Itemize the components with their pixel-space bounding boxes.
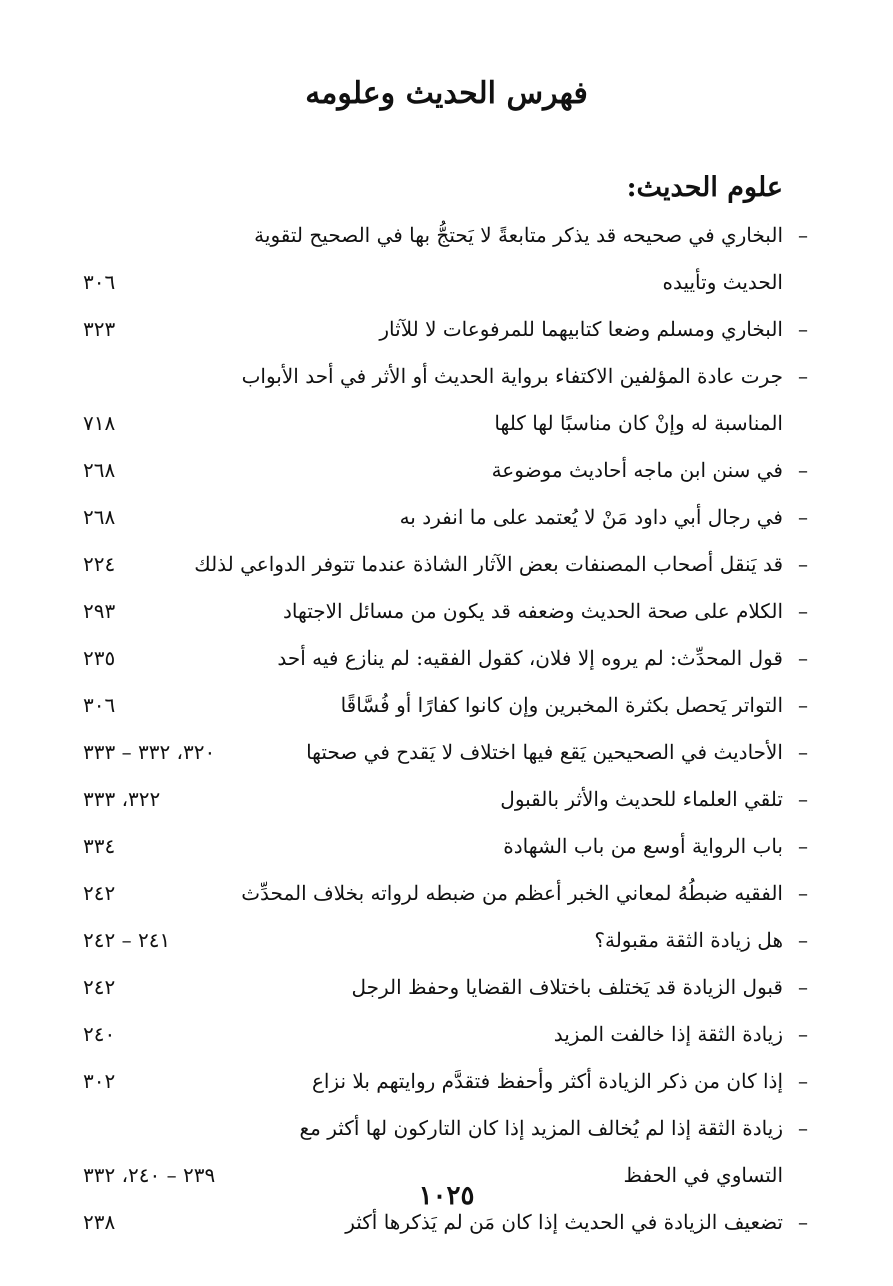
entry-page-refs: ٢٤٢ — [83, 975, 116, 999]
entry-line — [83, 635, 813, 682]
entry-line — [83, 1011, 813, 1058]
entry-page-refs: ٢٢٤ — [83, 552, 116, 576]
entry-dash: – — [798, 1210, 808, 1234]
index-entry — [83, 917, 813, 964]
entry-page-refs: ٣٠٦ — [83, 693, 116, 717]
entry-dash: – — [798, 223, 808, 247]
entry-line — [83, 447, 813, 494]
entry-page-refs: ٣٢٣ — [83, 317, 116, 341]
entry-dash: – — [798, 928, 808, 952]
entry-text: تضعيف الزيادة في الحديث إذا كان مَن لم يَذكرها أكثر — [345, 1210, 783, 1234]
entry-line — [83, 964, 813, 1011]
entry-text: زيادة الثقة إذا خالفت المزيد — [553, 1022, 783, 1046]
entry-line — [83, 870, 813, 917]
entry-page-refs: ٢٦٨ — [83, 458, 116, 482]
entry-line — [83, 682, 813, 729]
entry-dash: – — [798, 552, 808, 576]
entry-dash: – — [798, 1022, 808, 1046]
entry-page-refs: ٢٤١ – ٢٤٢ — [83, 928, 171, 952]
index-entry — [83, 494, 813, 541]
entry-line — [83, 776, 813, 823]
index-entry — [83, 212, 813, 306]
index-entry — [83, 682, 813, 729]
entry-page-refs: ٣٠٢ — [83, 1069, 116, 1093]
entry-dash: – — [798, 317, 808, 341]
entry-line — [83, 1058, 813, 1105]
entry-text: باب الرواية أوسع من باب الشهادة — [503, 834, 783, 858]
entry-dash: – — [798, 646, 808, 670]
entry-page-refs: ٢٤٠ — [83, 1022, 116, 1046]
entry-text: المناسبة له وإنْ كان مناسبًا لها كلها — [494, 411, 783, 435]
index-entry — [83, 729, 813, 776]
entry-page-refs: ٢٣٩ – ٢٤٠، ٣٣٢ — [83, 1163, 216, 1187]
entry-page-refs: ٢٣٨ — [83, 1210, 116, 1234]
entry-page-refs: ٣٠٦ — [83, 270, 116, 294]
entry-text: التساوي في الحفظ — [623, 1163, 783, 1187]
entry-page-refs: ٣٢٢، ٣٣٣ — [83, 787, 161, 811]
index-entries — [83, 212, 813, 1246]
entry-text: في سنن ابن ماجه أحاديث موضوعة — [491, 458, 783, 482]
entry-line — [83, 541, 813, 588]
index-entry — [83, 1058, 813, 1105]
entry-text: الكلام على صحة الحديث وضعفه قد يكون من مسائل الاجتهاد — [282, 599, 783, 623]
entry-page-refs: ٣٢٠، ٣٣٢ – ٣٣٣ — [83, 740, 216, 764]
entry-dash: – — [798, 364, 808, 388]
entry-dash: – — [798, 599, 808, 623]
entry-text: البخاري في صحيحه قد يذكر متابعةً لا يَحتجُّ بها في الصحيح لتقوية — [254, 223, 783, 247]
entry-text: في رجال أبي داود مَنْ لا يُعتمد على ما انفرد به — [399, 505, 783, 529]
index-entry — [83, 870, 813, 917]
index-entry — [83, 1011, 813, 1058]
entry-line — [83, 823, 813, 870]
entry-line — [83, 212, 813, 259]
section-heading: علوم الحديث: — [626, 172, 783, 203]
entry-text: الأحاديث في الصحيحين يَقع فيها اختلاف لا يَقدح في صحتها — [306, 740, 783, 764]
entry-dash: – — [798, 787, 808, 811]
entry-text: قول المحدِّث: لم يروه إلا فلان، كقول الفقيه: لم ينازع فيه أحد — [277, 646, 783, 670]
entry-text: جرت عادة المؤلفين الاكتفاء برواية الحديث أو الأثر في أحد الأبواب — [241, 364, 783, 388]
entry-dash: – — [798, 505, 808, 529]
entry-dash: – — [798, 1069, 808, 1093]
index-entry — [83, 776, 813, 823]
entry-line — [83, 353, 813, 400]
entry-line — [83, 259, 813, 306]
entry-page-refs: ٧١٨ — [83, 411, 116, 435]
entry-line — [83, 917, 813, 964]
index-entry — [83, 823, 813, 870]
entry-dash: – — [798, 975, 808, 999]
entry-dash: – — [798, 740, 808, 764]
entry-text: زيادة الثقة إذا لم يُخالف المزيد إذا كان التاركون لها أكثر مع — [299, 1116, 783, 1140]
entry-dash: – — [798, 458, 808, 482]
entry-line — [83, 306, 813, 353]
entry-text: هل زيادة الثقة مقبولة؟ — [594, 928, 783, 952]
index-entry — [83, 964, 813, 1011]
entry-text: تلقي العلماء للحديث والأثر بالقبول — [500, 787, 783, 811]
index-entry — [83, 353, 813, 447]
entry-line — [83, 494, 813, 541]
entry-text: الفقيه ضبطُهُ لمعاني الخبر أعظم من ضبطه لرواته بخلاف المحدِّث — [241, 881, 783, 905]
entry-text: التواتر يَحصل بكثرة المخبرين وإن كانوا كفارًا أو فُسَّاقًا — [340, 693, 783, 717]
entry-text: الحديث وتأييده — [662, 270, 783, 294]
entry-page-refs: ٢٩٣ — [83, 599, 116, 623]
entry-line — [83, 1105, 813, 1152]
page-title: فهرس الحديث وعلومه — [305, 76, 588, 111]
entry-dash: – — [798, 1116, 808, 1140]
entry-text: قد يَنقل أصحاب المصنفات بعض الآثار الشاذة عندما تتوفر الدواعي لذلك — [194, 552, 783, 576]
index-entry — [83, 635, 813, 682]
entry-page-refs: ٢٤٢ — [83, 881, 116, 905]
index-entry — [83, 588, 813, 635]
entry-dash: – — [798, 881, 808, 905]
entry-dash: – — [798, 693, 808, 717]
entry-text: إذا كان من ذكر الزيادة أكثر وأحفظ فتقدَّم روايتهم بلا نزاع — [311, 1069, 783, 1093]
entry-dash: – — [798, 834, 808, 858]
index-entry — [83, 306, 813, 353]
index-entry — [83, 541, 813, 588]
entry-line — [83, 729, 813, 776]
page-number: ١٠٢٥ — [418, 1181, 475, 1211]
entry-line — [83, 400, 813, 447]
entry-text: البخاري ومسلم وضعا كتابيهما للمرفوعات لا للآثار — [379, 317, 783, 341]
entry-line — [83, 588, 813, 635]
entry-page-refs: ٢٦٨ — [83, 505, 116, 529]
entry-page-refs: ٢٣٥ — [83, 646, 116, 670]
index-entry — [83, 447, 813, 494]
entry-page-refs: ٣٣٤ — [83, 834, 116, 858]
entry-text: قبول الزيادة قد يَختلف باختلاف القضايا وحفظ الرجل — [351, 975, 783, 999]
